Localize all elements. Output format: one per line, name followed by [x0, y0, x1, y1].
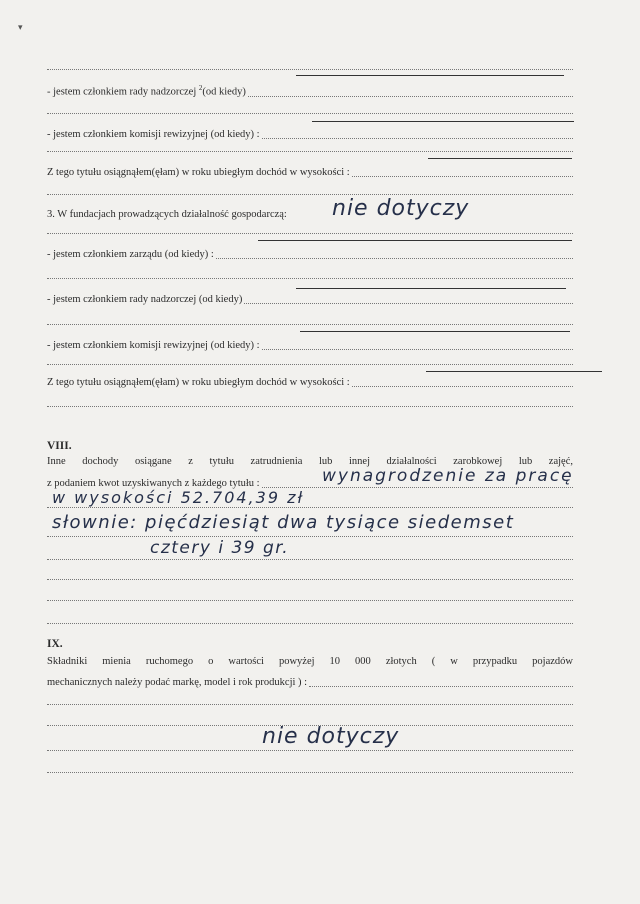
dotted-row — [47, 232, 573, 234]
dotted-row — [47, 535, 573, 537]
handwritten-answer-line2: w wysokości 52.704,39 zł — [52, 488, 305, 507]
label-komisja-rewizyjna: - jestem członkiem komisji rewizyjnej (od kiedy) : — [47, 129, 260, 140]
label-rada-nadzorcza-2: - jestem członkiem rady nadzorczej (od kiedy) — [47, 294, 243, 305]
dotted-row — [47, 323, 573, 325]
section-viii-text-line1: Inne dochody osiągane z tytułu zatrudnienia lub innej działalności zarobkowej lub zajęć, — [47, 456, 573, 467]
dotted-row — [47, 405, 573, 407]
handwritten-strike — [258, 240, 572, 241]
field-komisja-rewizyjna — [47, 128, 573, 141]
handwritten-strike — [426, 371, 602, 372]
section-ix-text-line1: Składniki mienia ruchomego o wartości powyżej 10 000 złotych ( w przypadku pojazdów — [47, 656, 573, 667]
label-dochod-2: Z tego tytułu osiągnąłem(ęłam) w roku ubiegłym dochód w wysokości : — [47, 377, 350, 388]
label-inne-dochody: z podaniem kwot uzyskiwanych z każdego tytułu : — [47, 478, 260, 489]
handwritten-answer-fundacje: nie dotyczy — [332, 196, 470, 221]
field-mienie-ruchome — [47, 676, 573, 689]
label-rada-nadzorcza: - jestem członkiem rady nadzorczej $^2$(od kiedy) — [47, 84, 246, 98]
footnote-mark: 2 — [198, 84, 203, 92]
label-mienie-ruchome: mechanicznych należy podać markę, model i rok produkcji ) : — [47, 677, 308, 688]
handwritten-answer-ix: nie dotyczy — [262, 724, 400, 749]
label-komisja-rewizyjna-2: - jestem członkiem komisji rewizyjnej (od kiedy) : — [47, 340, 260, 351]
handwritten-strike — [300, 331, 570, 332]
handwritten-answer-line4: cztery i 39 gr. — [150, 538, 290, 558]
dotted-row — [47, 68, 573, 70]
handwritten-answer-line3: słownie: pięćdziesiąt dwa tysiące siedemset — [52, 512, 515, 533]
dotted-row — [47, 749, 573, 751]
field-rada-nadzorcza — [47, 82, 573, 99]
dotted-row — [47, 558, 573, 560]
scan-mark: ▾ — [18, 22, 23, 32]
dotted-row — [47, 599, 573, 601]
dotted-row — [47, 150, 573, 152]
section-viii-heading: VIII. — [47, 440, 72, 452]
field-dochod-2 — [47, 376, 573, 389]
label-fundacje: 3. W fundacjach prowadzących działalność gospodarczą: — [47, 209, 287, 220]
field-zarzad — [47, 248, 573, 261]
dotted-row — [47, 112, 573, 114]
dotted-row — [47, 363, 573, 365]
dotted-row — [47, 622, 573, 624]
label-zarzad: - jestem członkiem zarządu (od kiedy) : — [47, 249, 214, 260]
section-ix-heading: IX. — [47, 638, 63, 650]
handwritten-answer-line1: wynagrodzenie za pracę — [322, 466, 574, 486]
dotted-row — [47, 703, 573, 705]
handwritten-strike — [296, 288, 566, 289]
handwritten-strike — [428, 158, 572, 159]
field-rada-nadzorcza-2 — [47, 293, 573, 306]
dotted-row — [47, 578, 573, 580]
handwritten-strike — [296, 75, 564, 76]
dotted-row — [47, 277, 573, 279]
label-dochod: Z tego tytułu osiągnąłem(ęłam) w roku ubiegłym dochód w wysokości : — [47, 167, 350, 178]
handwritten-strike — [312, 121, 574, 122]
field-fundacje — [47, 208, 573, 221]
dotted-row — [47, 193, 573, 195]
field-dochod — [47, 166, 573, 179]
dotted-row — [47, 771, 573, 773]
field-komisja-rewizyjna-2 — [47, 339, 573, 352]
